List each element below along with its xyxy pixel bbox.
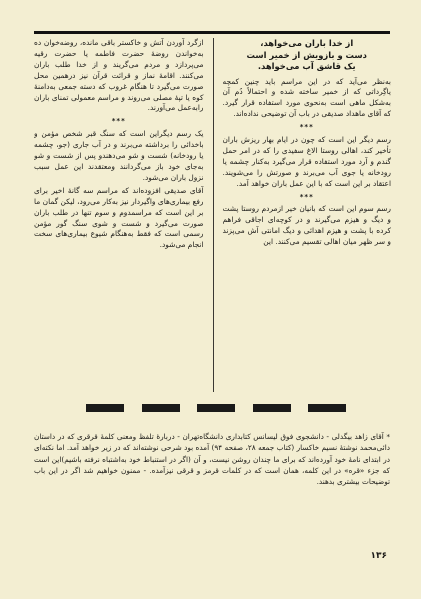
divider-dash [197,404,235,412]
divider-dash [253,404,291,412]
left-paragraph-3: آقای صدیقی افزوده‌اند که مراسم سه گانهٔ اخیر برای رفع بیماری‌های واگیردار نیز به‌کار می‌رود، لیکن گمان ما بر این است که مراسمدوم و سوم تنها در طلب باران صورت می‌گیرد و شست و شوی سنگ گور مؤمن رسمی است که فقط به‌هنگام شیوع بیماری‌های سخت انجام می‌شود. [34,185,204,250]
left-paragraph-1: ازگرد آوردن آتش و خاکستر باقی مانده، روضه‌خوان ده به‌خواندن روضهٔ حضرت فاطمه یا حضرت رقیه می‌پردازد و مردم می‌گریند و از خدا طلب باران می‌کنند. اقامهٔ نماز و قرائت قرآن نیز درهمین محل صورت می‌گیرد تا هنگام غروب که دسته جمعی به‌دامنهٔ کوه یا تپهٔ مصلی می‌روند و مراسم معمولی تمنای باران رابه‌عمل می‌آورند. [34,38,204,113]
right-paragraph-2: رسم دیگر این است که چون در ایام بهار ریزش باران تأخیر کند، اهالی روستا الاغ سفیدی را که در امر حمل گندم و آرد مورد استفاده قرار می‌گیرد به‌کنار چشمه یا رودخانه یا جوی آب می‌برند و صورتش را می‌شویند. اعتقاد بر این است که با این عمل باران خواهد آمد. [222,135,391,188]
two-column-body [34,38,391,392]
section-separator: *** [299,192,314,201]
footnote-text: * آقای زاهد بیگدلی - دانشجوی فوق لیسانس کتابداری دانشگاه‌تهران - دربارهٔ تلفظ ومعنی کلمهٔ قرقری که در داستان دائی‌محمد نوشتهٔ نسیم خاکسار (کتاب جمعه ۲۸، صفحه ۹۴) آمده بود شرحی نوشته‌اند که در زیر خواهد آمد. اما نکته‌ای در ابتدای نامهٔ خود آورده‌اند که برای ما چندان روشن نیست، و آن (اگر در استنباط خود به‌اشتباه نرفته باشیم)این است که جزء «قره» در این کلمه، همان است که در کلمات قرمز و قرقی نیزآمده. - ممنون خواهیم شد اگر در این باب توضیحات بیشتری بدهند. [34,432,390,487]
divider-dash [142,404,180,412]
right-paragraph-3: رسم سوم این است که بانیان خیر ازمردم روستا پشت و دیگ و هیزم می‌گیرند و در کوچه‌ای اجاقی فراهم کرده با پشت و هیزم اهدائی و دیگ امانتی آش می‌پزند و سر ظهر میان اهالی تقسیم می‌کنند. این [222,204,391,247]
divider-dash [86,404,124,412]
poem-lead: از خدا باران می‌خواهد، دست و بازویش از خمیر است یک قاشق آب می‌خواهد. [246,38,367,71]
divider-dash [308,404,346,412]
section-separator: *** [299,123,314,132]
left-column [34,38,213,392]
top-rule [34,31,390,34]
section-separator: *** [111,117,126,126]
right-column [213,38,392,392]
right-paragraph-1: به‌نظر می‌آید که در این مراسم باید چنین کمچه یاگِرداتی که از خمیر ساخته شده و احتمالاً دُم آن به‌شکل ماهی است به‌نحوی مورد استفاده قرار گیرد. که آقای ماهداد صدیقی در باب آن توضیحی نداده‌اند. [222,76,391,119]
left-paragraph-2: یک رسم دیگراین است که سنگ قبر شخص مؤمن و باخدائی را برداشته می‌برند و در آب جاری (جو، چشمه یا رودخانه) شست و شو می‌دهندو پس از شست و شو به‌جای خود باز می‌گردانند ومعتقدند این عمل سبب نزول باران می‌شود. [34,129,204,182]
footnote-letter [34,431,390,487]
dash-divider [86,404,346,412]
page-number: ۱۳۶ [370,551,387,561]
